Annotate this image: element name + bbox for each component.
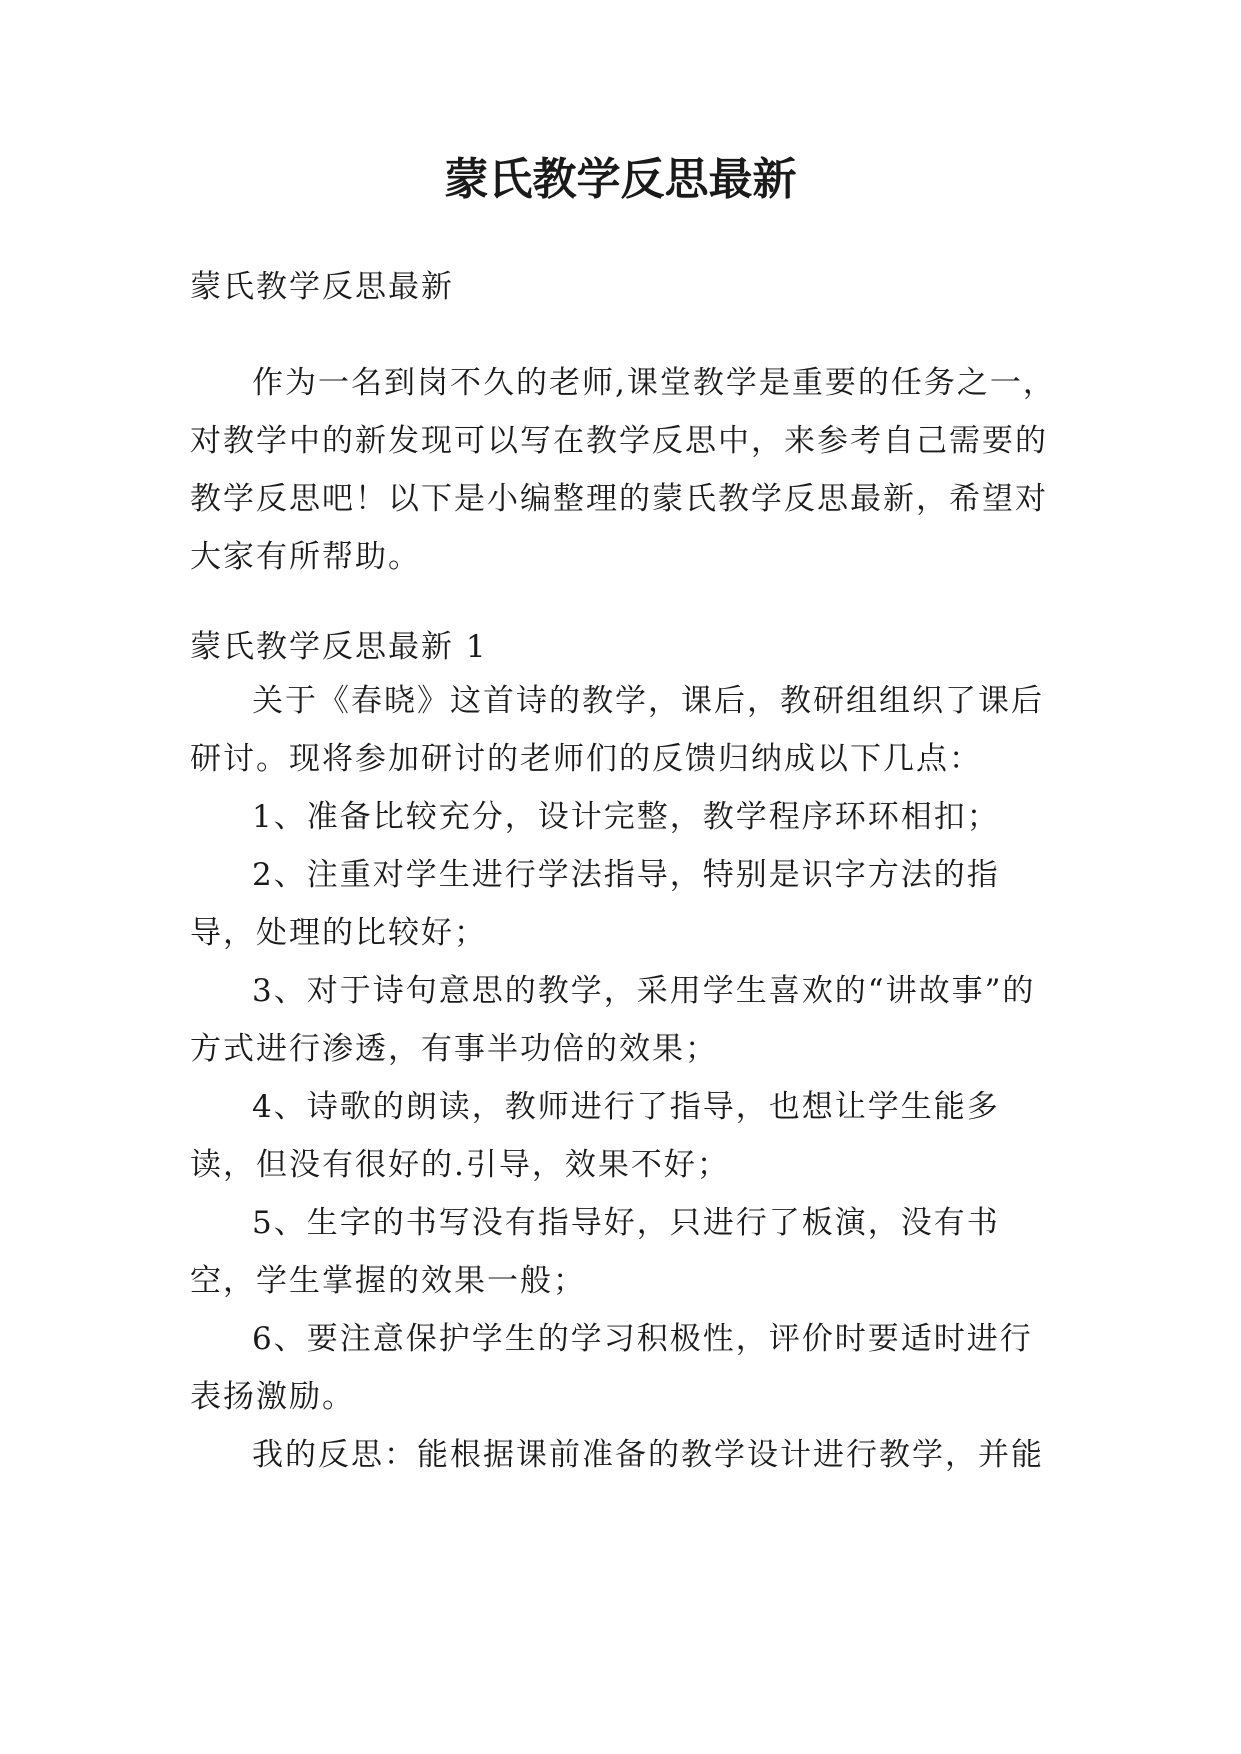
document-subtitle: 蒙氏教学反思最新 (190, 269, 454, 305)
section-1-body (190, 672, 1060, 1484)
section-1-paragraph: 1、准备比较充分，设计完整，教学程序环环相扣； (252, 799, 1000, 835)
section-1-paragraph: 2、注重对学生进行学法指导，特别是识字方法的指导，处理的比较好； (190, 857, 1000, 951)
section-1-paragraph: 3、对于诗句意思的教学，采用学生喜欢的“讲故事”的方式进行渗透，有事半功倍的效果； (190, 973, 1036, 1067)
section-1-paragraph: 6、要注意保护学生的学习积极性，评价时要适时进行表扬激励。 (190, 1321, 1033, 1415)
section-1-paragraph: 我的反思：能根据课前准备的教学设计进行教学，并能 (252, 1437, 1044, 1473)
section-1-paragraph: 5、生字的书写没有指导好，只进行了板演，没有书空，学生掌握的效果一般； (190, 1205, 1000, 1299)
section-1-paragraph: 关于《春晓》这首诗的教学，课后，教研组组织了课后研讨。现将参加研讨的老师们的反馈归纳成以下几点： (190, 683, 1044, 777)
document-title: 蒙氏教学反思最新 (444, 154, 797, 205)
intro-paragraph: 作为一名到岗不久的老师,课堂教学是重要的任务之一，对教学中的新发现可以写在教学反思中，来参考自己需要的教学反思吧！以下是小编整理的蒙氏教学反思最新，希望对大家有所帮助。 (190, 365, 1056, 575)
section-heading-1: 蒙氏教学反思最新 1 (190, 629, 488, 665)
section-1-paragraph: 4、诗歌的朗读，教师进行了指导，也想让学生能多读，但没有很好的.引导，效果不好； (190, 1089, 1000, 1183)
